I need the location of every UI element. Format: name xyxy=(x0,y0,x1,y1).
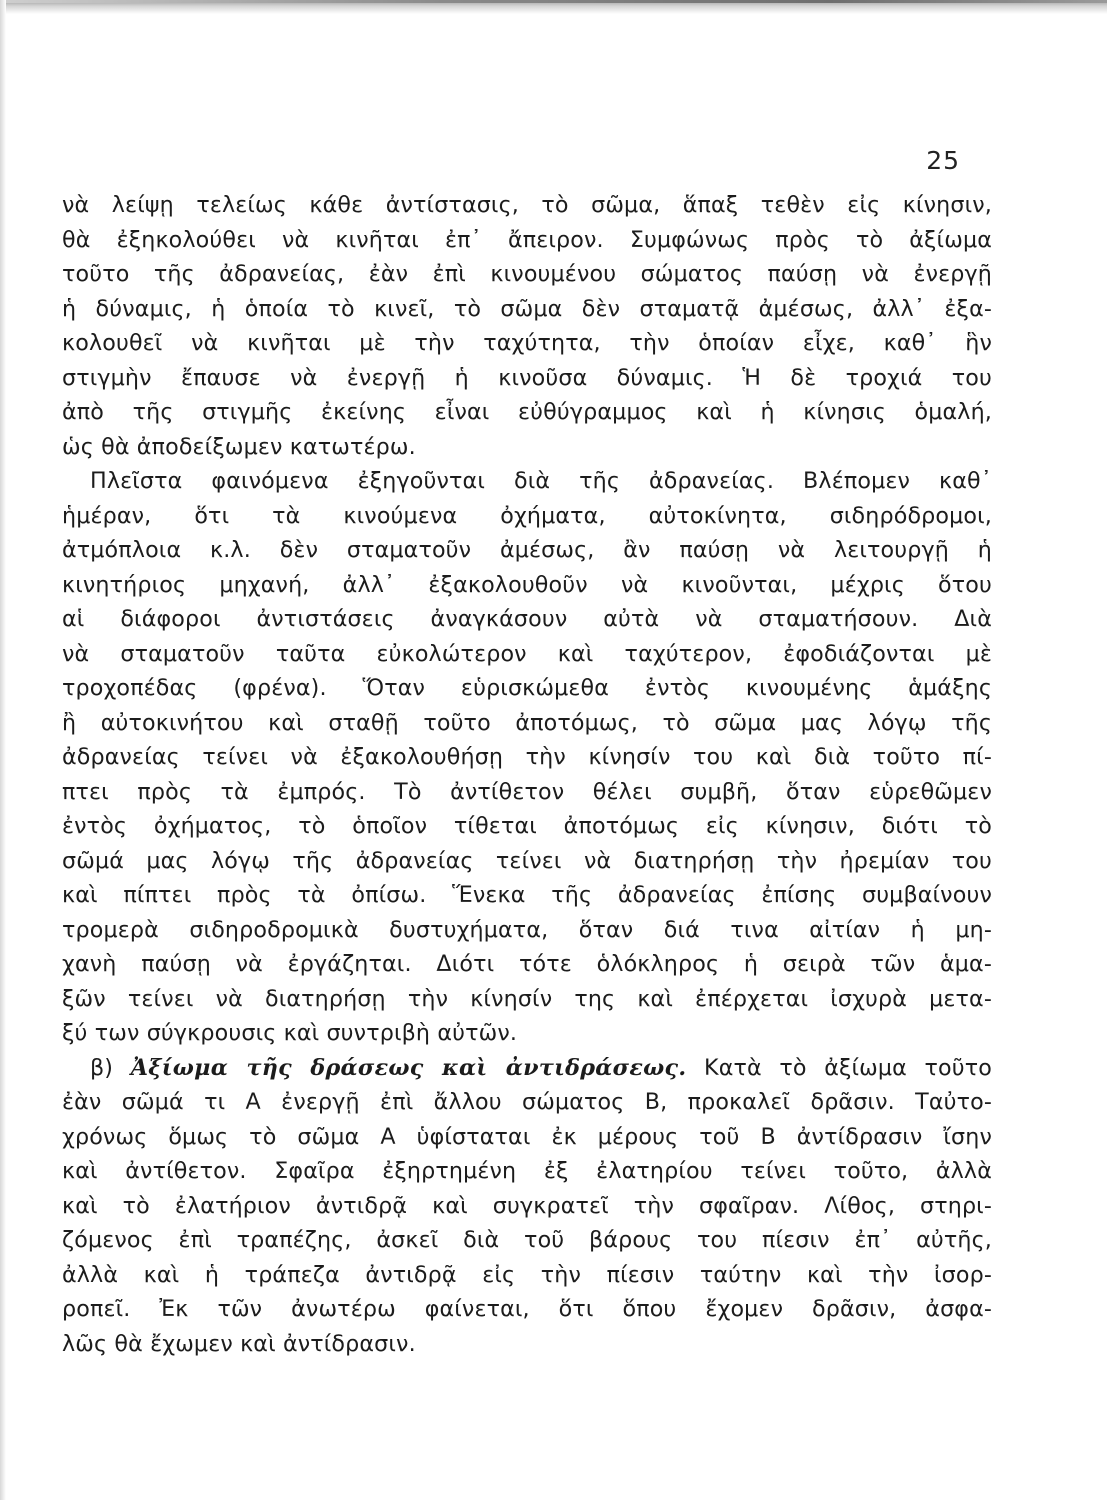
text-line: ἢ αὐτοκινήτου καὶ σταθῇ τοῦτο ἀποτόμως, τὸ σῶμα μας λόγῳ τῆς xyxy=(62,709,992,736)
text-line: κολουθεῖ νὰ κινῆται μὲ τὴν ταχύτητα, τὴν ὁποίαν εἶχε, καθ᾽ ἣν xyxy=(62,330,992,356)
text-line: τροχοπέδας (φρένα). Ὅταν εὑρισκώμεθα ἐντὸς κινουμένης ἁμάξης xyxy=(62,675,992,701)
text-line: θὰ ἐξηκολούθει νὰ κινῆται ἐπ᾽ ἄπειρον. Συμφώνως πρὸς τὸ ἀξίωμα xyxy=(62,226,992,253)
text-line: αἱ διάφοροι ἀντιστάσεις ἀναγκάσουν αὐτὰ νὰ σταματήσουν. Διὰ xyxy=(62,606,992,632)
text-line: πτει πρὸς τὰ ἐμπρός. Τὸ ἀντίθετον θέλει συμβῆ, ὅταν εὑρεθῶμεν xyxy=(62,778,992,805)
text-line: καὶ πίπτει πρὸς τὰ ὀπίσω. Ἕνεκα τῆς ἀδρανείας ἐπίσης συμβαίνουν xyxy=(62,882,992,908)
section-b-first-line xyxy=(62,1051,992,1086)
text-line: ξύ των σύγκρουσις καὶ συντριβὴ αὐτῶν. xyxy=(62,1020,518,1046)
page-number: 25 xyxy=(926,146,960,175)
text-line: ἐὰν σῶμά τι Α ἐνεργῇ ἐπὶ ἄλλου σώματος Β, προκαλεῖ δρᾶσιν. Ταὐτο- xyxy=(62,1089,992,1115)
text-line: καὶ τὸ ἐλατήριον ἀντιδρᾷ καὶ συγκρατεῖ τὴν σφαῖραν. Λίθος, στηρι- xyxy=(62,1192,992,1219)
text-line: ἡμέραν, ὅτι τὰ κινούμενα ὀχήματα, αὐτοκίνητα, σιδηρόδρομοι, xyxy=(62,502,992,529)
text-line: ὡς θὰ ἀποδείξωμεν κατωτέρω. xyxy=(62,433,416,460)
text-line: ἐντὸς ὀχήματος, τὸ ὁποῖον τίθεται ἀποτόμως εἰς κίνησιν, διότι τὸ xyxy=(62,813,992,839)
text-line: ροπεῖ. Ἐκ τῶν ἀνωτέρω φαίνεται, ὅτι ὅπου ἔχομεν δρᾶσιν, ἀσφα- xyxy=(62,1296,992,1322)
scan-left-edge xyxy=(0,0,6,1500)
text-line: νὰ λείψῃ τελείως κάθε ἀντίστασις, τὸ σῶμα, ἅπαξ τεθὲν εἰς κίνησιν, xyxy=(62,192,992,218)
section-heading: Ἀξίωμα τῆς δράσεως καὶ ἀντιδράσεως. xyxy=(130,1054,687,1081)
text-line: τοῦτο τῆς ἀδρανείας, ἐὰν ἐπὶ κινουμένου σώματος παύσῃ νὰ ἐνεργῇ xyxy=(62,261,992,287)
text-line: χρόνως ὅμως τὸ σῶμα Α ὑφίσταται ἐκ μέρους τοῦ Β ἀντίδρασιν ἴσην xyxy=(62,1123,992,1150)
section-label: β) xyxy=(90,1054,114,1081)
text-line: νὰ σταματοῦν ταῦτα εὐκολώτερον καὶ ταχύτερον, ἐφοδιάζονται μὲ xyxy=(62,640,992,667)
section-first-line-text: Κατὰ τὸ ἀξίωμα τοῦτο xyxy=(704,1054,992,1081)
text-line: ἡ δύναμις, ἡ ὁποία τὸ κινεῖ, τὸ σῶμα δὲν σταματᾷ ἀμέσως, ἀλλ᾽ ἐξα- xyxy=(62,295,992,322)
scan-top-shadow xyxy=(0,0,1107,3)
text-line: ξῶν τείνει νὰ διατηρήσῃ τὴν κίνησίν της καὶ ἐπέρχεται ἰσχυρὰ μετα- xyxy=(62,985,992,1012)
text-line: λῶς θὰ ἔχωμεν καὶ ἀντίδρασιν. xyxy=(62,1330,416,1357)
body-text xyxy=(62,188,992,1361)
text-line: ἀλλὰ καὶ ἡ τράπεζα ἀντιδρᾷ εἰς τὴν πίεσιν ταύτην καὶ τὴν ἰσορ- xyxy=(62,1261,992,1288)
text-line: χανὴ παύσῃ νὰ ἐργάζηται. Διότι τότε ὁλόκληρος ἡ σειρὰ τῶν ἁμα- xyxy=(62,951,992,977)
text-line: ἀτμόπλοια κ.λ. δὲν σταματοῦν ἀμέσως, ἂν παύσῃ νὰ λειτουργῇ ἡ xyxy=(62,537,992,563)
text-line: ἀπὸ τῆς στιγμῆς ἐκείνης εἶναι εὐθύγραμμος καὶ ἡ κίνησις ὁμαλή, xyxy=(62,399,992,425)
text-line: καὶ ἀντίθετον. Σφαῖρα ἐξηρτημένη ἐξ ἐλατηρίου τείνει τοῦτο, ἀλλὰ xyxy=(62,1158,992,1184)
text-line: ἀδρανείας τείνει νὰ ἐξακολουθήσῃ τὴν κίνησίν του καὶ διὰ τοῦτο πί- xyxy=(62,744,992,770)
text-line: στιγμὴν ἔπαυσε νὰ ἐνεργῇ ἡ κινοῦσα δύναμις. Ἡ δὲ τροχιά του xyxy=(62,364,992,391)
text-line: τρομερὰ σιδηροδρομικὰ δυστυχήματα, ὅταν διά τινα αἰτίαν ἡ μη- xyxy=(62,916,992,943)
text-line: ζόμενος ἐπὶ τραπέζης, ἀσκεῖ διὰ τοῦ βάρους του πίεσιν ἐπ᾽ αὐτῆς, xyxy=(62,1227,992,1253)
text-line: κινητήριος μηχανή, ἀλλ᾽ ἐξακολουθοῦν νὰ κινοῦνται, μέχρις ὅτου xyxy=(62,571,992,598)
text-line: Πλεῖστα φαινόμενα ἐξηγοῦνται διὰ τῆς ἀδρανείας. Βλέπομεν καθ᾽ xyxy=(90,468,992,494)
text-line: σῶμά μας λόγῳ τῆς ἀδρανείας τείνει νὰ διατηρήσῃ τὴν ἠρεμίαν του xyxy=(62,847,992,874)
